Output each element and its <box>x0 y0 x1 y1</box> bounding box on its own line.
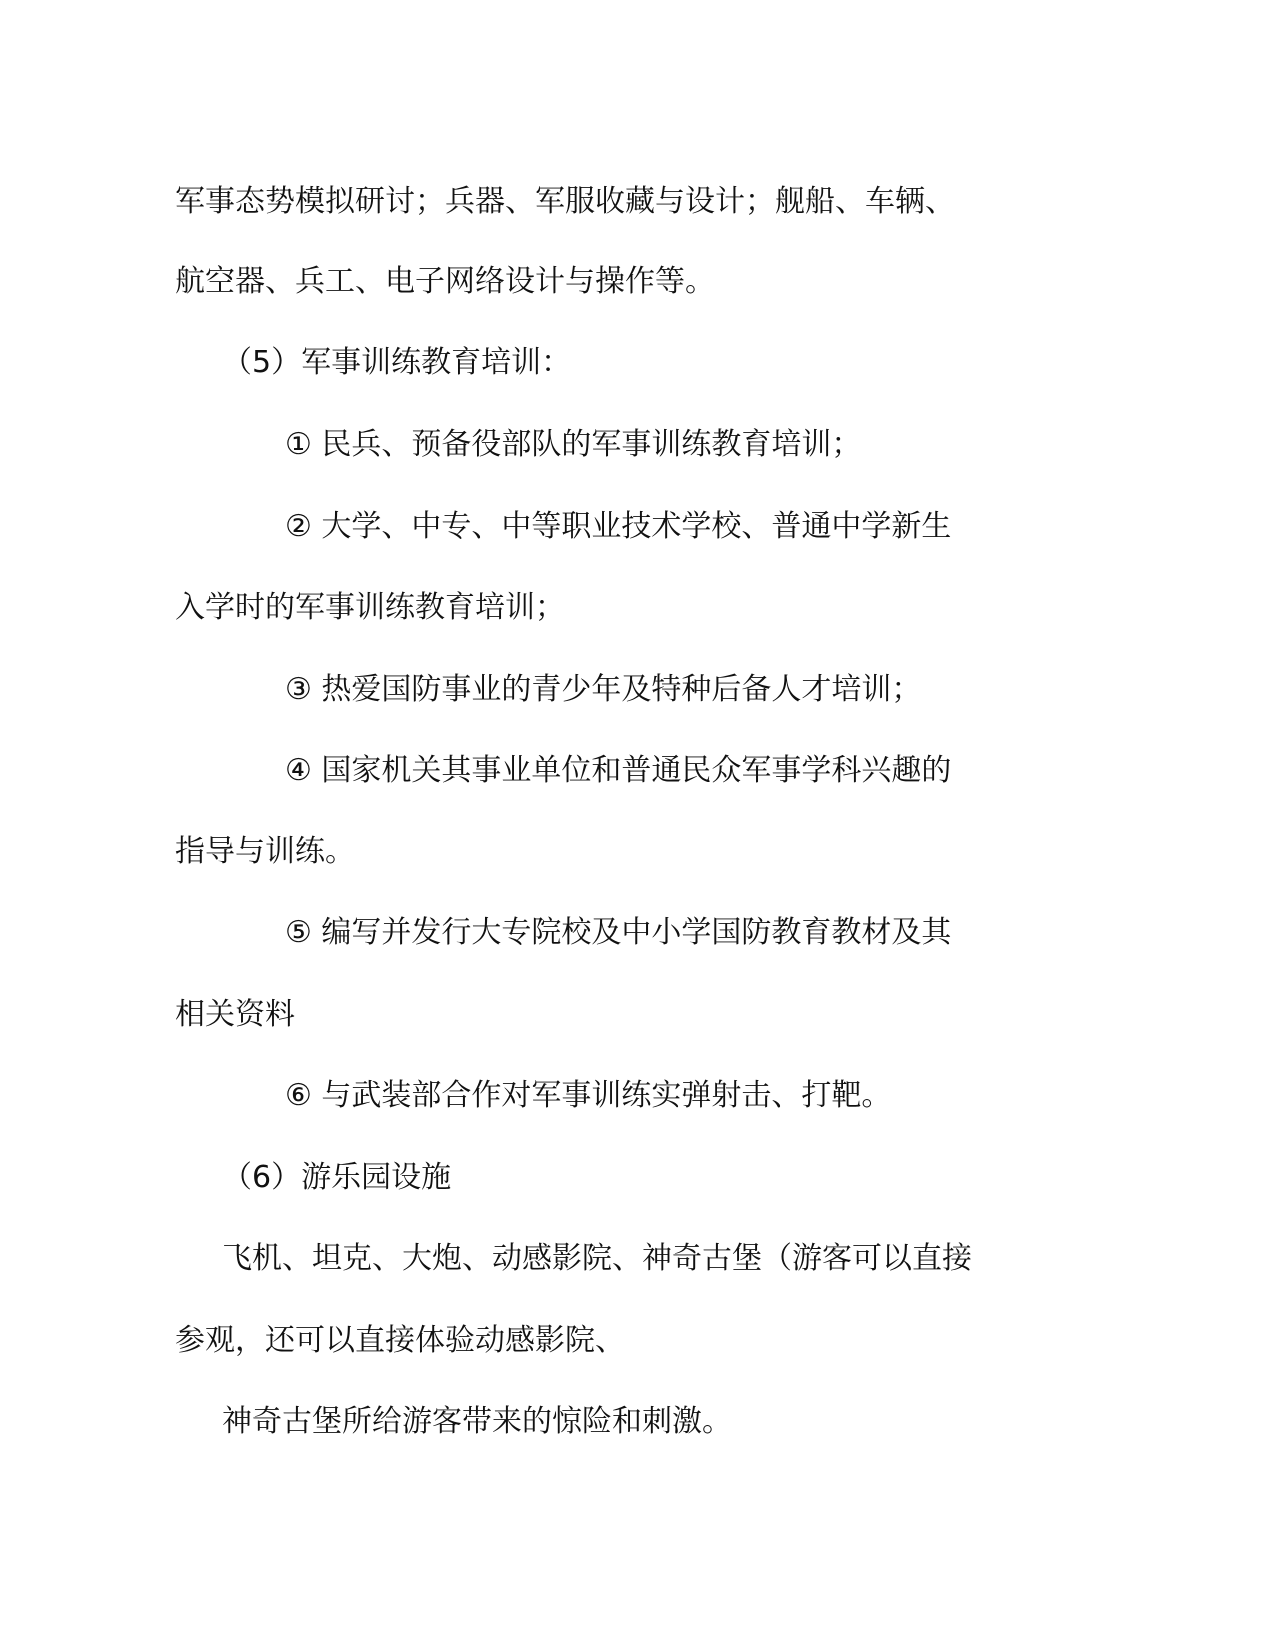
text-line: 神奇古堡所给游客带来的惊险和刺激。 <box>222 1404 732 1439</box>
list-item: ③ 热爱国防事业的青少年及特种后备人才培训； <box>285 672 922 707</box>
list-item: ④ 国家机关其事业单位和普通民众军事学科兴趣的 <box>285 753 952 788</box>
text-line: 入学时的军事训练教育培训； <box>175 590 565 625</box>
section-heading: （6）游乐园设施 <box>222 1160 452 1195</box>
section-heading: （5）军事训练教育培训： <box>222 345 572 380</box>
list-item: ⑥ 与武装部合作对军事训练实弹射击、打靶。 <box>285 1078 892 1113</box>
list-item: ① 民兵、预备役部队的军事训练教育培训； <box>285 427 862 462</box>
text-line: 参观，还可以直接体验动感影院、 <box>175 1323 625 1358</box>
text-line: 飞机、坦克、大炮、动感影院、神奇古堡（游客可以直接 <box>222 1241 972 1276</box>
text-line: 航空器、兵工、电子网络设计与操作等。 <box>175 264 715 299</box>
text-line: 相关资料 <box>175 997 295 1032</box>
text-line: 指导与训练。 <box>175 834 355 869</box>
list-item: ② 大学、中专、中等职业技术学校、普通中学新生 <box>285 509 952 544</box>
text-line: 军事态势模拟研讨；兵器、军服收藏与设计；舰船、车辆、 <box>175 184 955 219</box>
list-item: ⑤ 编写并发行大专院校及中小学国防教育教材及其 <box>285 915 952 950</box>
